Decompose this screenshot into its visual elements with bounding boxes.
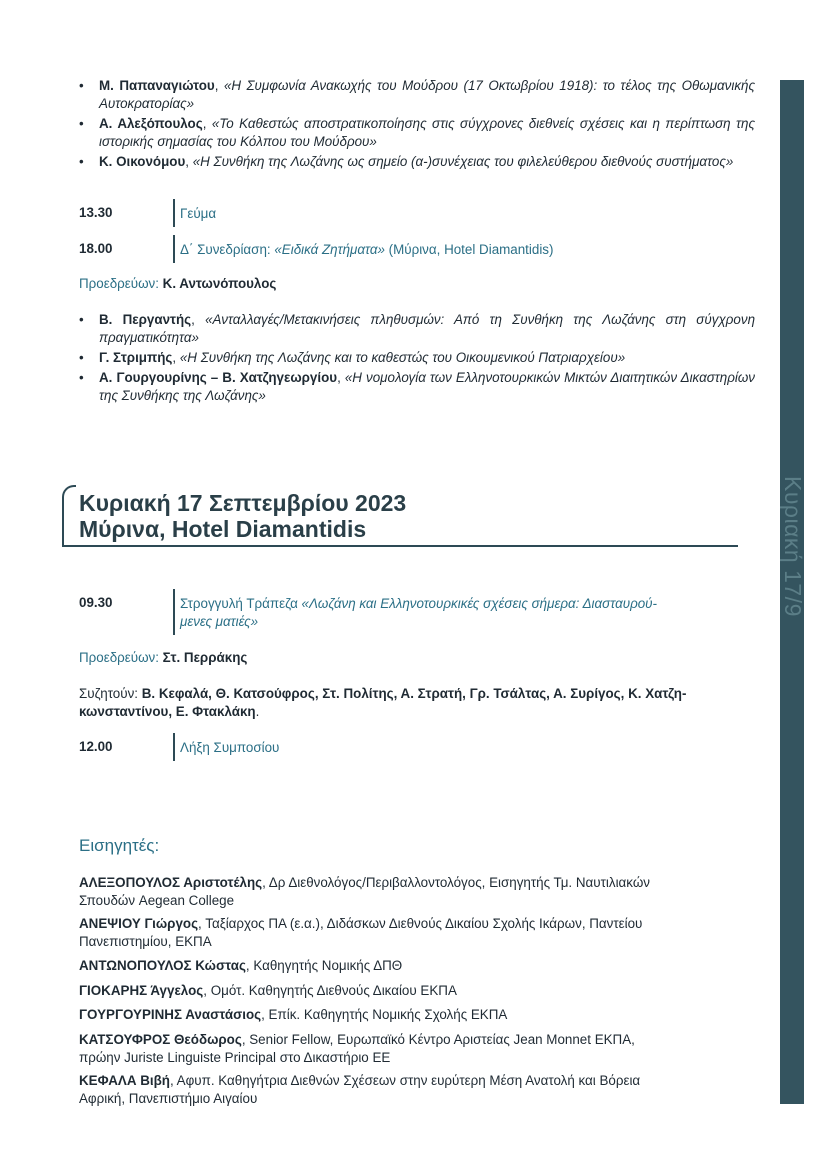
discussants-label: Συζητούν: — [79, 686, 142, 701]
talk-title: «Ανταλλαγές/Μετακινήσεις πληθυσμών: Από τη Συνθήκη της Λωζάνης στη σύγχρονη πραγματικότητα» — [99, 312, 755, 345]
speaker-name: ΚΑΤΣΟΥΦΡΟΣ Θεόδωρος — [79, 1032, 242, 1047]
session4-talk-list — [79, 311, 755, 407]
talk-item: • Γ. Στριμπής, «Η Συνθήκη της Λωζάνης και το καθεστώς του Οικουμενικού Πατριαρχείου» — [79, 349, 755, 367]
lunch-time: 13.30 — [79, 205, 113, 220]
speaker-desc: , Επίκ. Καθηγητής Νομικής Σχολής ΕΚΠΑ — [261, 1007, 508, 1022]
day-heading-underline — [62, 545, 738, 547]
talk-item: • Μ. Παπαναγιώτου, «Η Συμφωνία Ανακωχής του Μούδρου (17 Οκτωβρίου 1918): το τέλος της Οθωμανικής Αυτοκρατορίας» — [79, 77, 755, 113]
roundtable-chair — [79, 650, 247, 665]
speaker-bio — [79, 1072, 759, 1108]
time-divider — [173, 733, 175, 761]
speaker-desc: , Αφυπ. Καθηγήτρια Διεθνών Σχέσεων στην ευρύτερη Μέση Ανατολή και Βόρεια — [169, 1073, 641, 1088]
time-divider — [173, 235, 175, 263]
closing-time: 12.00 — [79, 739, 113, 754]
talk-speaker: Α. Αλεξόπουλος — [99, 116, 203, 131]
chair-label: Προεδρεύων: — [79, 650, 163, 665]
day-heading-bracket — [62, 485, 76, 547]
roundtable-heading — [180, 595, 770, 631]
day-heading — [62, 485, 738, 547]
speaker-name: ΑΛΕΞΟΠΟΥΛΟΣ Αριστοτέλης — [79, 875, 263, 890]
talk-item: • Α. Γουργουρίνης – Β. Χατζηγεωργίου, «Η νομολογία των Ελληνοτουρκικών Μικτών Διαιτητικών Δικαστηρίων της Συνθήκης της Λωζάνης» — [79, 369, 755, 405]
talk-title: «Η Συμφωνία Ανακωχής του Μούδρου (17 Οκτωβρίου 1918): το τέλος της Οθωμανικής Αυτοκρατορίας» — [99, 78, 755, 111]
speakers-heading: Εισηγητές: — [79, 836, 160, 855]
discussants-names: Β. Κεφαλά, Θ. Κατσούφρος, Στ. Πολίτης, Α. Στρατή, Γρ. Τσάλτας, Α. Συρίγος, Κ. Χατζη- — [141, 686, 687, 701]
speaker-desc: , Καθηγητής Νομικής ΔΠΘ — [245, 958, 403, 973]
speaker-name: ΓΙΟΚΑΡΗΣ Άγγελος — [79, 983, 204, 998]
session4-place: (Μύρινα, Hotel Diamantidis) — [384, 242, 554, 257]
lunch-label: Γεύμα — [180, 206, 217, 221]
speaker-bio — [79, 1006, 759, 1024]
talk-title: «Το Καθεστώς αποστρατικοποίησης στις σύγχρονες διεθνείς σχέσεις και η περίπτωση της ιστορικής σημασίας του Κόλπου του Μούδρου» — [99, 116, 755, 149]
talk-item: • Β. Περγαντής, «Ανταλλαγές/Μετακινήσεις πληθυσμών: Από τη Συνθήκη της Λωζάνης στη σύγχρονη πραγματικότητα» — [79, 311, 755, 347]
talk-item: • Α. Αλεξόπουλος, «Το Καθεστώς αποστρατικοποίησης στις σύγχρονες διεθνείς σχέσεις και η περίπτωση της ιστορικής σημασίας του Κόλπου του Μούδρου» — [79, 115, 755, 151]
talk-title: «Η νομολογία των Ελληνοτουρκικών Μικτών Διαιτητικών Δικαστηρίων της Συνθήκης της Λωζάνης» — [99, 370, 756, 403]
session4-title: «Ειδικά Ζητήματα» — [274, 242, 385, 257]
talk-speaker: Γ. Στριμπής — [99, 350, 173, 365]
talk-title: «Η Συνθήκη της Λωζάνης ως σημείο (α-)συνέχειας του φιλελεύθερου διεθνούς συστήματος» — [192, 154, 734, 169]
chair-name: Κ. Αντωνόπουλος — [162, 276, 277, 291]
chair-label: Προεδρεύων: — [79, 276, 163, 291]
speaker-name: ΚΕΦΑΛΑ Βιβή — [79, 1073, 170, 1088]
speaker-desc-cont: Αφρική, Πανεπιστήμιο Αιγαίου — [79, 1091, 258, 1106]
talk-speaker: Μ. Παπαναγιώτου — [99, 78, 215, 93]
time-divider — [173, 589, 175, 635]
talk-title: «Η Συνθήκη της Λωζάνης και το καθεστώς του Οικουμενικού Πατριαρχείου» — [179, 350, 626, 365]
session3-talk-list — [79, 77, 755, 173]
speaker-name: ΑΝΤΩΝΟΠΟΥΛΟΣ Κώστας — [79, 958, 246, 973]
speaker-desc: , Ομότ. Καθηγητής Διεθνούς Δικαίου ΕΚΠΑ — [203, 983, 457, 998]
session4-prefix: Δ΄ Συνεδρίαση: — [180, 242, 275, 257]
session4-chair — [79, 276, 276, 291]
speaker-bio — [79, 915, 759, 951]
session4-time: 18.00 — [79, 241, 113, 256]
speaker-bio — [79, 1031, 759, 1067]
day-date: Κυριακή 17 Σεπτεμβρίου 2023 — [79, 490, 407, 516]
speaker-desc: , Senior Fellow, Ευρωπαϊκό Κέντρο Αριστείας Jean Monnet ΕΚΠΑ, — [241, 1032, 635, 1047]
talk-speaker: Κ. Οικονόμου — [99, 154, 186, 169]
speaker-desc-cont: πρώην Juriste Linguiste Principal στο Δικαστήριο ΕΕ — [79, 1050, 391, 1065]
roundtable-time: 09.30 — [79, 595, 113, 610]
speaker-desc: , Δρ Διεθνολόγος/Περιβαλλοντολόγος, Εισηγητής Τμ. Ναυτιλιακών — [262, 875, 650, 890]
time-divider — [173, 199, 175, 227]
talk-speaker: Α. Γουργουρίνης – Β. Χατζηγεωργίου — [99, 370, 338, 385]
roundtable-prefix: Στρογγυλή Τράπεζα — [180, 596, 302, 611]
speaker-bio — [79, 982, 759, 1000]
day-venue: Μύρινα, Hotel Diamantidis — [79, 516, 367, 542]
session4-heading — [180, 241, 553, 259]
speaker-desc-cont: Πανεπιστημίου, ΕΚΠΑ — [79, 934, 212, 949]
roundtable-title: «Λωζάνη και Ελληνοτουρκικές σχέσεις σήμερα: Διασταυρού- — [301, 596, 658, 611]
speaker-desc: , Ταξίαρχος ΠΑ (ε.α.), Διδάσκων Διεθνούς Δικαίου Σχολής Ικάρων, Παντείου — [198, 916, 643, 931]
discussants: Συζητούν: Β. Κεφαλά, Θ. Κατσούφρος, Στ. Πολίτης, Α. Στρατή, Γρ. Τσάλτας, Α. Συρίγος, Κ. Χατζη- κωνσταντίνου, Ε. Φτακλάκη. — [79, 686, 687, 719]
talk-speaker: Β. Περγαντής — [99, 312, 192, 327]
speaker-name: ΑΝΕΨΙΟΥ Γιώργος — [79, 916, 199, 931]
discussants-names-cont: κωνσταντίνου, Ε. Φτακλάκη — [79, 704, 256, 719]
roundtable-title-cont: μενες ματιές» — [180, 614, 259, 629]
closing-label: Λήξη Συμποσίου — [180, 740, 280, 755]
speaker-bio — [79, 874, 759, 910]
speaker-bio — [79, 957, 759, 975]
sidebar-day-label — [780, 476, 804, 656]
sidebar-day-text: Κυριακή 17/9 — [780, 476, 806, 617]
speaker-desc-cont: Σπουδών Aegean College — [79, 893, 235, 908]
talk-item: • Κ. Οικονόμου, «Η Συνθήκη της Λωζάνης ως σημείο (α-)συνέχειας του φιλελεύθερου διεθνούς συστήματος» — [79, 153, 755, 171]
chair-name: Στ. Περράκης — [162, 650, 248, 665]
speaker-name: ΓΟΥΡΓΟΥΡΙΝΗΣ Αναστάσιος — [79, 1007, 262, 1022]
